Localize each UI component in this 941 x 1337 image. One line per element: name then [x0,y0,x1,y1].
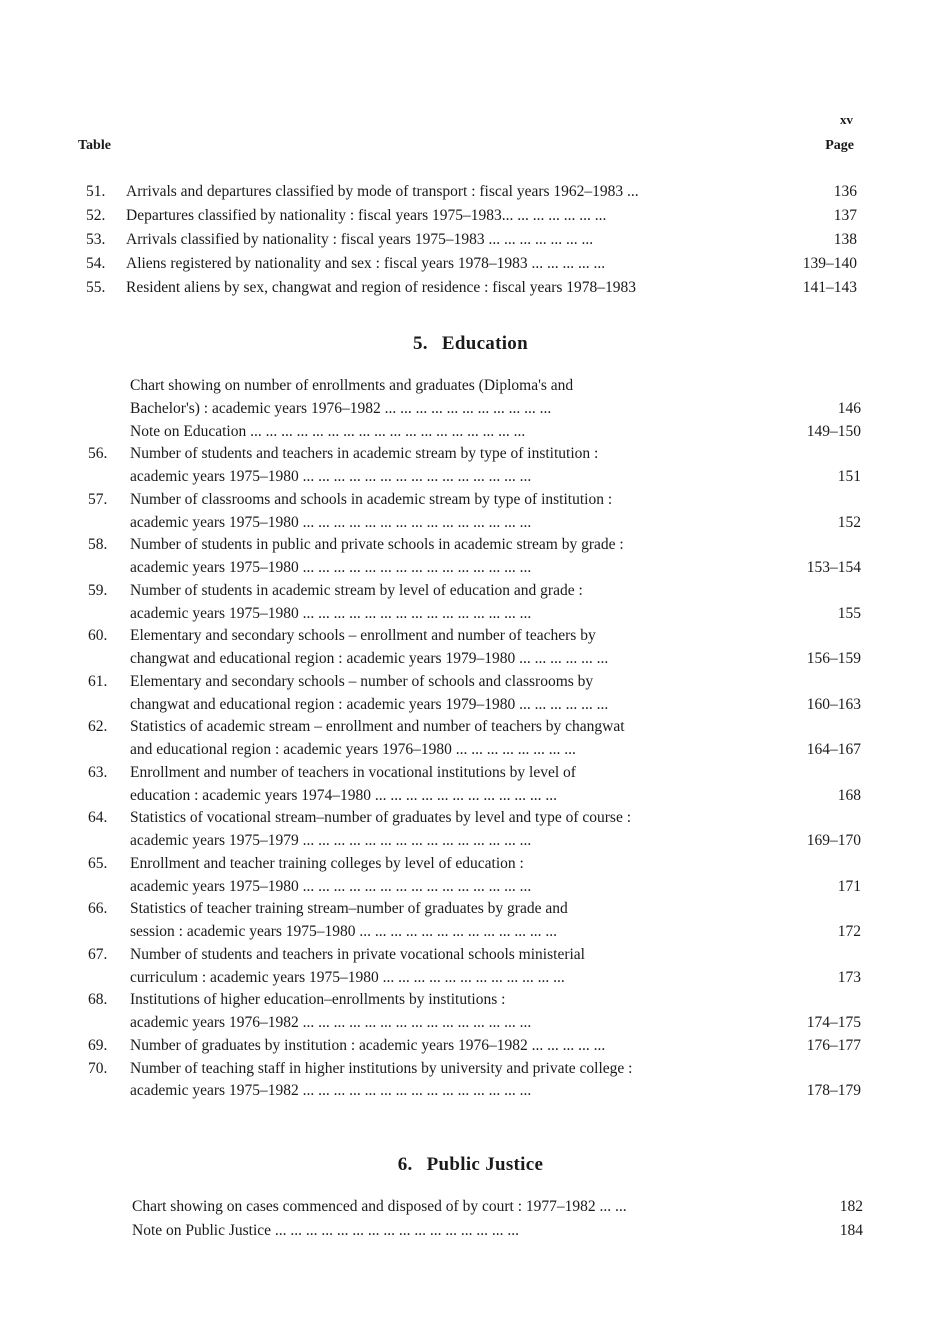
entry-title: Statistics of teacher training stream–number of graduates by grade and [130,900,568,918]
entry-title: Arrivals classified by nationality : fiscal years 1975–1983 ... ... ... ... ... ... ... [126,231,594,248]
entry-number: 66. [88,900,108,918]
section-number: 6. [397,1154,413,1175]
entry-title: academic years 1975–1980 ... ... ... ... ... ... ... ... ... ... ... ... ... ... ... [130,604,532,622]
entry-title: Chart showing on cases commenced and disposed of by court : 1977–1982 ... ... [132,1198,627,1215]
entry-title: Number of classrooms and schools in academic stream by type of institution : [130,490,613,508]
entry-number: 64. [88,809,108,827]
entry-title: Statistics of vocational stream–number of graduates by level and type of course : [130,809,632,827]
section-heading-education [0,333,941,355]
entry-page: 146 [837,399,861,417]
entry-title: Bachelor's) : academic years 1976–1982 ... ... ... ... ... ... ... ... ... ... ... [130,399,552,417]
entry-number: 60. [88,627,108,645]
entry-page: 176–177 [806,1036,861,1054]
entry-page: 149–150 [806,422,861,440]
entry-number: 59. [88,581,108,599]
entry-number: 54. [86,255,106,272]
entry-title: Aliens registered by nationality and sex : fiscal years 1978–1983 ... ... ... ... ... [126,255,606,272]
entry-title: academic years 1975–1980 ... ... ... ... ... ... ... ... ... ... ... ... ... ... ... [130,877,532,895]
section-title: Education [441,333,528,354]
entry-title: session : academic years 1975–1980 ... ... ... ... ... ... ... ... ... ... ... ... ... [130,923,558,940]
entry-number: 63. [88,763,108,781]
entry-title: changwat and educational region : academic years 1979–1980 ... ... ... ... ... ... [130,650,609,667]
entry-title: Institutions of higher education–enrollments by institutions : [130,991,506,1009]
entry-page: 139–140 [802,255,857,272]
entry-title: academic years 1975–1980 ... ... ... ... ... ... ... ... ... ... ... ... ... ... ... [130,559,532,576]
entry-title: Note on Public Justice ... ... ... ... ... ... ... ... ... ... ... ... ... ... ... ... [132,1222,520,1239]
page-column-heading: Page [825,138,854,153]
entry-title: Enrollment and number of teachers in vocational institutions by level of [130,763,576,781]
entry-number: 62. [88,718,108,736]
entry-title: Number of graduates by institution : academic years 1976–1982 ... ... ... ... ... [130,1036,606,1054]
entry-title: academic years 1976–1982 ... ... ... ... ... ... ... ... ... ... ... ... ... ... ... [130,1014,532,1031]
entry-number: 61. [88,672,108,690]
entry-number: 55. [86,279,106,296]
entry-page: 184 [839,1222,863,1239]
entry-title: academic years 1975–1980 ... ... ... ... ... ... ... ... ... ... ... ... ... ... ... [130,468,532,485]
entry-number: 51. [86,183,106,200]
entry-page: 141–143 [802,279,857,296]
entry-page: 151 [837,468,861,485]
entry-page: 178–179 [806,1082,861,1100]
entry-number: 70. [88,1059,108,1077]
entry-page: 172 [837,923,861,940]
entry-page: 136 [833,183,857,200]
entry-number: 53. [86,231,106,248]
entry-number: 57. [88,490,108,508]
entry-title: Number of students and teachers in private vocational schools ministerial [130,945,585,963]
entry-title: Note on Education ... ... ... ... ... ... ... ... ... ... ... ... ... ... ... ... ... ... [130,422,526,440]
entry-page: 137 [833,207,857,224]
entry-title: Arrivals and departures classified by mode of transport : fiscal years 1962–1983 ... [126,183,639,200]
entry-title: Number of students in academic stream by level of education and grade : [130,581,583,599]
entry-number: 56. [88,445,108,463]
table-column-heading: Table [78,138,111,153]
entry-title: academic years 1975–1982 ... ... ... ... ... ... ... ... ... ... ... ... ... ... ... [130,1082,532,1100]
entry-title: curriculum : academic years 1975–1980 ... ... ... ... ... ... ... ... ... ... ... ... [130,968,565,986]
page-number: xv [840,112,853,127]
entry-page: 155 [837,604,861,622]
entry-title: and educational region : academic years 1976–1980 ... ... ... ... ... ... ... ... [130,741,576,758]
entry-title: Elementary and secondary schools – number of schools and classrooms by [130,672,594,690]
section-heading-public-justice [0,1154,941,1176]
entry-page: 138 [833,231,857,248]
entry-title: Resident aliens by sex, changwat and region of residence : fiscal years 1978–1983 [126,279,637,296]
entry-title: Chart showing on number of enrollments and graduates (Diploma's and [130,377,574,394]
entry-number: 67. [88,945,108,963]
entry-page: 160–163 [806,695,861,713]
entry-page: 169–170 [806,832,861,849]
entry-title: Enrollment and teacher training colleges by level of education : [130,854,524,872]
entry-title: academic years 1975–1979 ... ... ... ... ... ... ... ... ... ... ... ... ... ... ... [130,832,532,849]
entry-number: 58. [88,536,108,554]
entry-page: 171 [837,877,861,895]
entry-page: 174–175 [806,1014,861,1031]
entry-page: 168 [837,786,861,804]
entry-title: Number of students and teachers in academic stream by type of institution : [130,445,599,463]
entry-number: 65. [88,854,108,872]
entry-page: 156–159 [806,650,861,667]
section-title: Public Justice [426,1154,544,1175]
entry-number: 69. [88,1036,108,1054]
entry-title: Elementary and secondary schools – enrollment and number of teachers by [130,627,596,645]
entry-title: changwat and educational region : academic years 1979–1980 ... ... ... ... ... ... [130,695,609,713]
entry-title: Departures classified by nationality : fiscal years 1975–1983... ... ... ... ... ... ... [126,207,607,224]
entry-title: Number of students in public and private schools in academic stream by grade : [130,536,624,554]
entry-title: Statistics of academic stream – enrollment and number of teachers by changwat [130,718,625,736]
entry-title: education : academic years 1974–1980 ... ... ... ... ... ... ... ... ... ... ... ... [130,786,558,804]
entry-title: Number of teaching staff in higher institutions by university and private college : [130,1059,633,1077]
entry-page: 153–154 [806,559,861,576]
entry-number: 68. [88,991,108,1009]
entry-page: 152 [837,513,861,531]
entry-page: 182 [839,1198,863,1215]
entry-page: 164–167 [806,741,861,758]
entry-title: academic years 1975–1980 ... ... ... ... ... ... ... ... ... ... ... ... ... ... ... [130,513,532,531]
section-number: 5. [413,333,428,354]
entry-number: 52. [86,207,106,224]
entry-page: 173 [837,968,861,986]
